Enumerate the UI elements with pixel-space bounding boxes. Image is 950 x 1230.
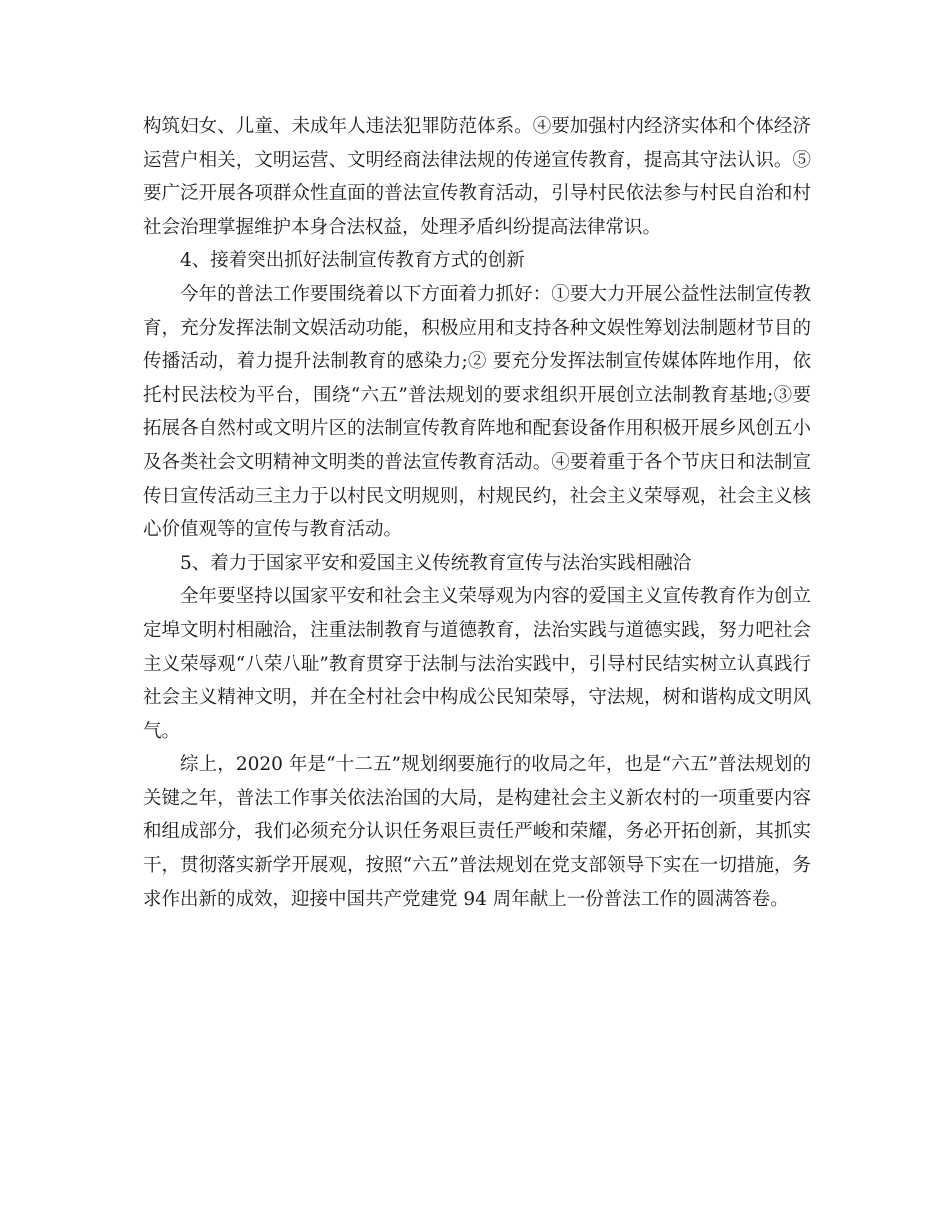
paragraph-4: 综上，2020 年是“十二五”规划纲要施行的收局之年，也是“六五”普法规划的关键之年，普法工作事关依法治国的大局，是构建社会主义新农村的一项重要内容和组成部分，我们必须充分认识任务艰巨责任严峻和荣耀，务必开拓创新，其抓实干，贯彻落实新学开展观，按照“六五”普法规划在党支部领导下实在一切措施，务求作出新的成效，迎接中国共产党建党 94 周年献上一份普法工作的圆满答卷。	[143, 754, 811, 910]
section-heading-4: 4、接着突出抓好法制宣传教育方式的创新	[180, 250, 525, 272]
paragraph-3: 全年要坚持以国家平安和社会主义荣辱观为内容的爱国主义宣传教育作为创立定埠文明村相融洽，注重法制教育与道德教育，法治实践与道德实践，努力吧社会主义荣辱观“八荣八耻”教育贯穿于法制与法治实践中，引导村民结实树立认真践行社会主义精神文明，并在全村社会中构成公民知荣辱，守法规，树和谐构成文明风气。	[143, 586, 811, 742]
document-body	[143, 110, 811, 916]
paragraph-2: 今年的普法工作要围绕着以下方面着力抓好：①要大力开展公益性法制宣传教育，充分发挥法制文娱活动功能，积极应用和支持各种文娱性筹划法制题材节目的传播活动，着力提升法制教育的感染力;② 要充分发挥法制宣传媒体阵地作用，依托村民法校为平台，围绕“六五”普法规划的要求组织开展创立法制教育基地;③要拓展各自然村或文明片区的法制宣传教育阵地和配套设备作用积极开展乡风创五小及各类社会文明精神文明类的普法宣传教育活动。④要着重于各个节庆日和法制宣传日宣传活动三主力于以村民文明规则，村规民约，社会主义荣辱观，社会主义核心价值观等的宣传与教育活动。	[143, 283, 811, 541]
section-heading-5: 5、着力于国家平安和爱国主义传统教育宣传与法治实践相融洽	[180, 552, 692, 574]
paragraph-1: 构筑妇女、儿童、未成年人违法犯罪防范体系。④要加强村内经济实体和个体经济运营户相关，文明运营、文明经商法律法规的传递宣传教育，提高其守法认识。⑤要广泛开展各项群众性直面的普法宣传教育活动，引导村民依法参与村民自治和村社会治理掌握维护本身合法权益，处理矛盾纠纷提高法律常识。	[143, 116, 811, 238]
